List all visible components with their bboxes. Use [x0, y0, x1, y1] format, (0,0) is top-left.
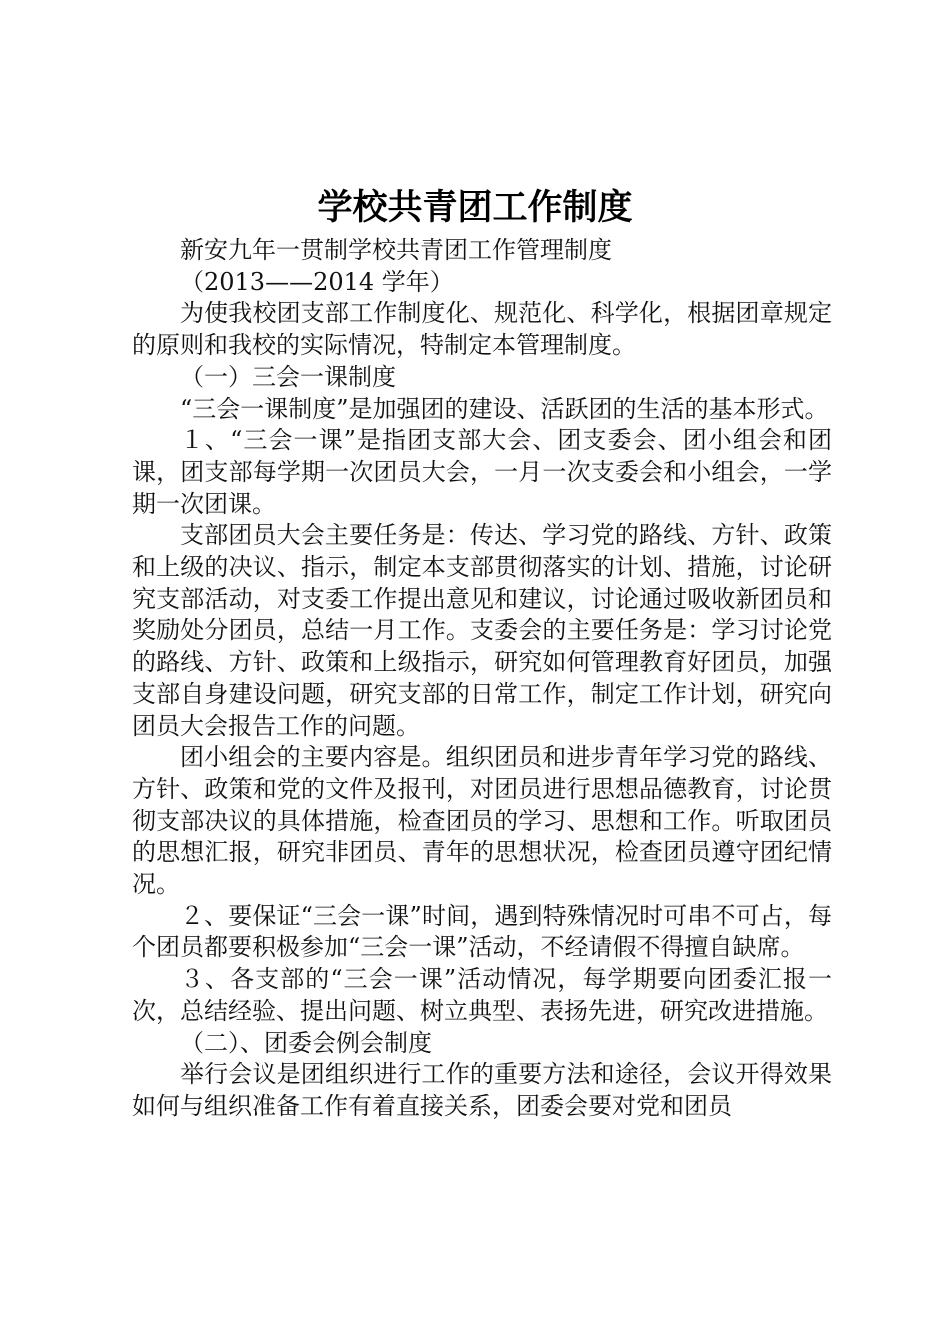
paragraph: 支部团员大会主要任务是：传达、学习党的路线、方针、政策和上级的决议、指示，制定本支部贯彻落实的计划、措施，讨论研究支部活动，对支委工作提出意见和建议，讨论通过吸收新团员和奖励处分团员，总结一月工作。支委会的主要任务是：学习讨论党的路线、方针、政策和上级指示，研究如何管理教育好团员，加强支部自身建设问题，研究支部的日常工作，制定工作计划，研究向团员大会报告工作的问题。	[132, 521, 832, 740]
section-heading-2: （二）、团委会例会制度	[180, 1028, 432, 1057]
section-heading-1: （一）三会一课制度	[180, 362, 396, 391]
document-title: 学校共青团工作制度	[317, 187, 633, 228]
paragraph: 举行会议是团组织进行工作的重要方法和途径，会议开得效果如何与组织准备工作有着直接关系，团委会要对党和团员	[132, 1060, 832, 1120]
document-body	[132, 235, 832, 1123]
academic-year: （2013——2014 学年）	[180, 267, 454, 296]
intro-paragraph: 为使我校团支部工作制度化、规范化、科学化，根据团章规定的原则和我校的实际情况，特制定本管理制度。	[132, 299, 832, 360]
paragraph: １、“三会一课”是指团支部大会、团支委会、团小组会和团课，团支部每学期一次团员大会，一月一次支委会和小组会，一学期一次团课。	[132, 426, 832, 518]
paragraph: “三会一课制度”是加强团的建设、活跃团的生活的基本形式。	[180, 394, 829, 423]
paragraph: ２、要保证“三会一课”时间，遇到特殊情况时可串不可占，每个团员都要积极参加“三会一课”活动，不经请假不得擅自缺席。	[132, 901, 832, 962]
paragraph: ３、各支部的“三会一课”活动情况，每学期要向团委汇报一次，总结经验、提出问题、树立典型、表扬先进，研究改进措施。	[132, 965, 832, 1025]
document-subtitle: 新安九年一贯制学校共青团工作管理制度	[180, 236, 612, 264]
paragraph: 团小组会的主要内容是。组织团员和进步青年学习党的路线、方针、政策和党的文件及报刊，对团员进行思想品德教育，讨论贯彻支部决议的具体措施，检查团员的学习、思想和工作。听取团员的思想汇报，研究非团员、青年的思想状况，检查团员遵守团纪情况。	[132, 743, 832, 899]
